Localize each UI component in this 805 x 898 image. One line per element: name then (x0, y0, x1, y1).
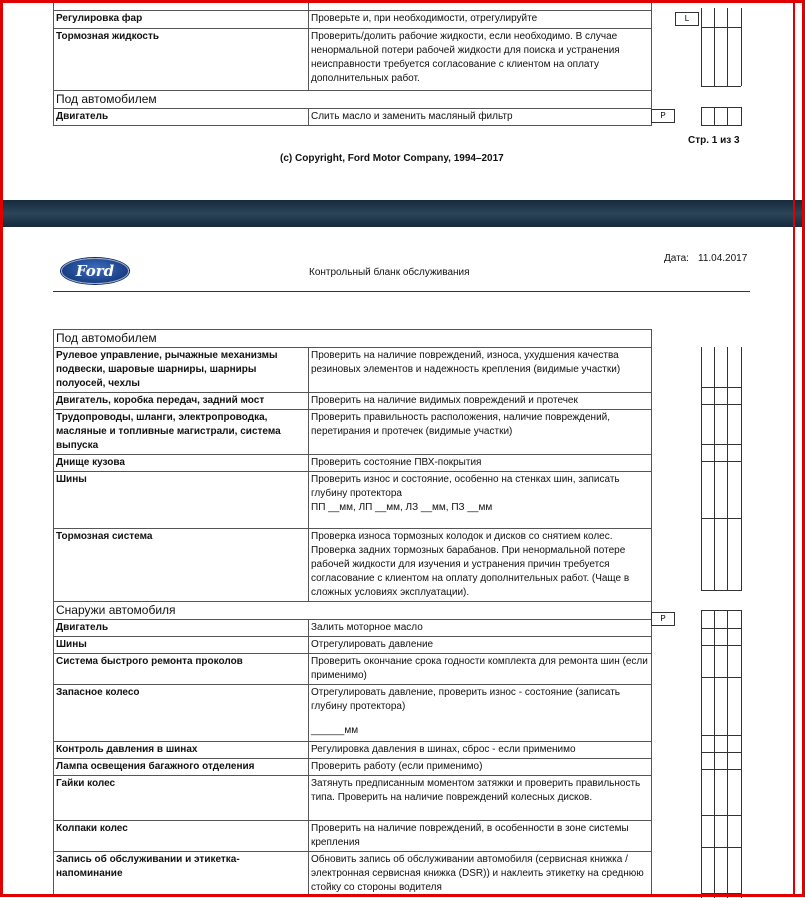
ford-logo (61, 258, 129, 284)
row-desc: Проверить/долить рабочие жидкости, если необходимо. В случае ненормальной потери рабочей жидкости для поиска и устранения неисправности требуется согласование с клиентом на оплату дополнительных работ. (309, 28, 652, 90)
row-desc: Проверить правильность расположения, наличие повреждений, перетирания и протечек (видимые участки) (309, 410, 652, 455)
checkbox-grid[interactable] (701, 347, 742, 591)
page2-table (53, 329, 652, 897)
service-code-box: L (675, 12, 699, 26)
date-value: 11.04.2017 (698, 253, 748, 264)
row-name: Регулировка фар (54, 10, 309, 28)
row-desc (309, 685, 652, 742)
row-desc: Проверить состояние ПВХ-покрытия (309, 455, 652, 472)
row-name: Трудопроводы, шланги, электропроводка, масляные и топливные магистрали, система выпуска (54, 410, 309, 455)
service-code-box: P (651, 109, 675, 123)
checkbox-grid[interactable] (701, 610, 742, 898)
row-desc: Регулировка давления в шинах, сброс - если применимо (309, 742, 652, 759)
row-name: Гайки колес (54, 776, 309, 821)
row-desc: Проверить на наличие повреждений, в особенности в зоне системы крепления (309, 821, 652, 852)
row-name: Контроль давления в шинах (54, 742, 309, 759)
page1-table (53, 0, 652, 126)
service-code-box: P (651, 612, 675, 626)
ford-logo-text: Ford (75, 262, 115, 280)
row-desc-text: Отрегулировать давление, проверить износ - состояние (записать глубину протектора) (311, 687, 620, 712)
row-name: Колпаки колес (54, 821, 309, 852)
row-name: Шины (54, 472, 309, 529)
row-desc: Проверить на наличие повреждений, износа, ухудшения качества резиновых элементов и надежность крепления (видимые участки) (309, 348, 652, 393)
row-desc: Обновить запись об обслуживании автомобиля (сервисная книжка / электронная сервисная книжка (DSR)) и наклеить этикетку на среднюю стойку со стороны водителя (309, 852, 652, 897)
row-desc-text: Проверить износ и состояние, особенно на стенках шин, записать глубину протектора (311, 474, 620, 499)
header-rule (53, 291, 750, 292)
row-name: Рулевое управление, рычажные механизмы подвески, шаровые шарниры, шарниры полуосей, чехлы (54, 348, 309, 393)
row-desc: Проверка износа тормозных колодок и дисков со снятием колес. Проверка задних тормозных барабанов. При ненормальной потере рабочей жидкости для изучения и устранения причин требуется согласование с клиентом на оплату дополнительных работ. (Чаще в сложных условиях эксплуатации). (309, 529, 652, 602)
row-desc: Проверить окончание срока годности комплекта для ремонта шин (если применимо) (309, 654, 652, 685)
red-frame-inner-line (793, 0, 795, 897)
row-name: Запасное колесо (54, 685, 309, 742)
row-name: Двигатель (54, 108, 309, 125)
row-name: Запись об обслуживании и этикетка-напоминание (54, 852, 309, 897)
section-heading: Под автомобилем (54, 90, 652, 108)
row-name: Шины (54, 637, 309, 654)
row-desc: Слить масло и заменить масляный фильтр (309, 108, 652, 125)
section-heading: Под автомобилем (54, 330, 652, 348)
section-heading: Снаружи автомобиля (54, 602, 652, 620)
copyright: (c) Copyright, Ford Motor Company, 1994–2017 (280, 153, 504, 164)
form-title: Контрольный бланк обслуживания (309, 267, 470, 278)
page-separator (3, 200, 803, 227)
row-name: Тормозная жидкость (54, 28, 309, 90)
row-desc: Проверить на наличие видимых повреждений и протечек (309, 393, 652, 410)
page-number: Стр. 1 из 3 (688, 135, 740, 146)
checkbox-grid[interactable] (701, 107, 742, 126)
row-name: Двигатель (54, 620, 309, 637)
row-name: Двигатель, коробка передач, задний мост (54, 393, 309, 410)
checkbox-grid[interactable] (701, 8, 742, 86)
row-name: Система быстрого ремонта проколов (54, 654, 309, 685)
date-label: Дата: (664, 253, 689, 264)
row-name: Днище кузова (54, 455, 309, 472)
row-desc: Проверить работу (если применимо) (309, 759, 652, 776)
row-desc: Затянуть предписанным моментом затяжки и проверить правильность типа. Проверить на наличие повреждений колесных дисков. (309, 776, 652, 821)
row-name: Тормозная система (54, 529, 309, 602)
row-name: Лампа освещения багажного отделения (54, 759, 309, 776)
tread-depth-fields[interactable]: ПП __мм, ЛП __мм, ЛЗ __мм, ПЗ __мм (311, 502, 493, 513)
row-desc: Проверьте и, при необходимости, отрегулируйте (309, 10, 652, 28)
tread-depth-field[interactable]: ______мм (311, 725, 359, 736)
row-desc (309, 472, 652, 529)
row-desc: Отрегулировать давление (309, 637, 652, 654)
row-desc: Залить моторное масло (309, 620, 652, 637)
